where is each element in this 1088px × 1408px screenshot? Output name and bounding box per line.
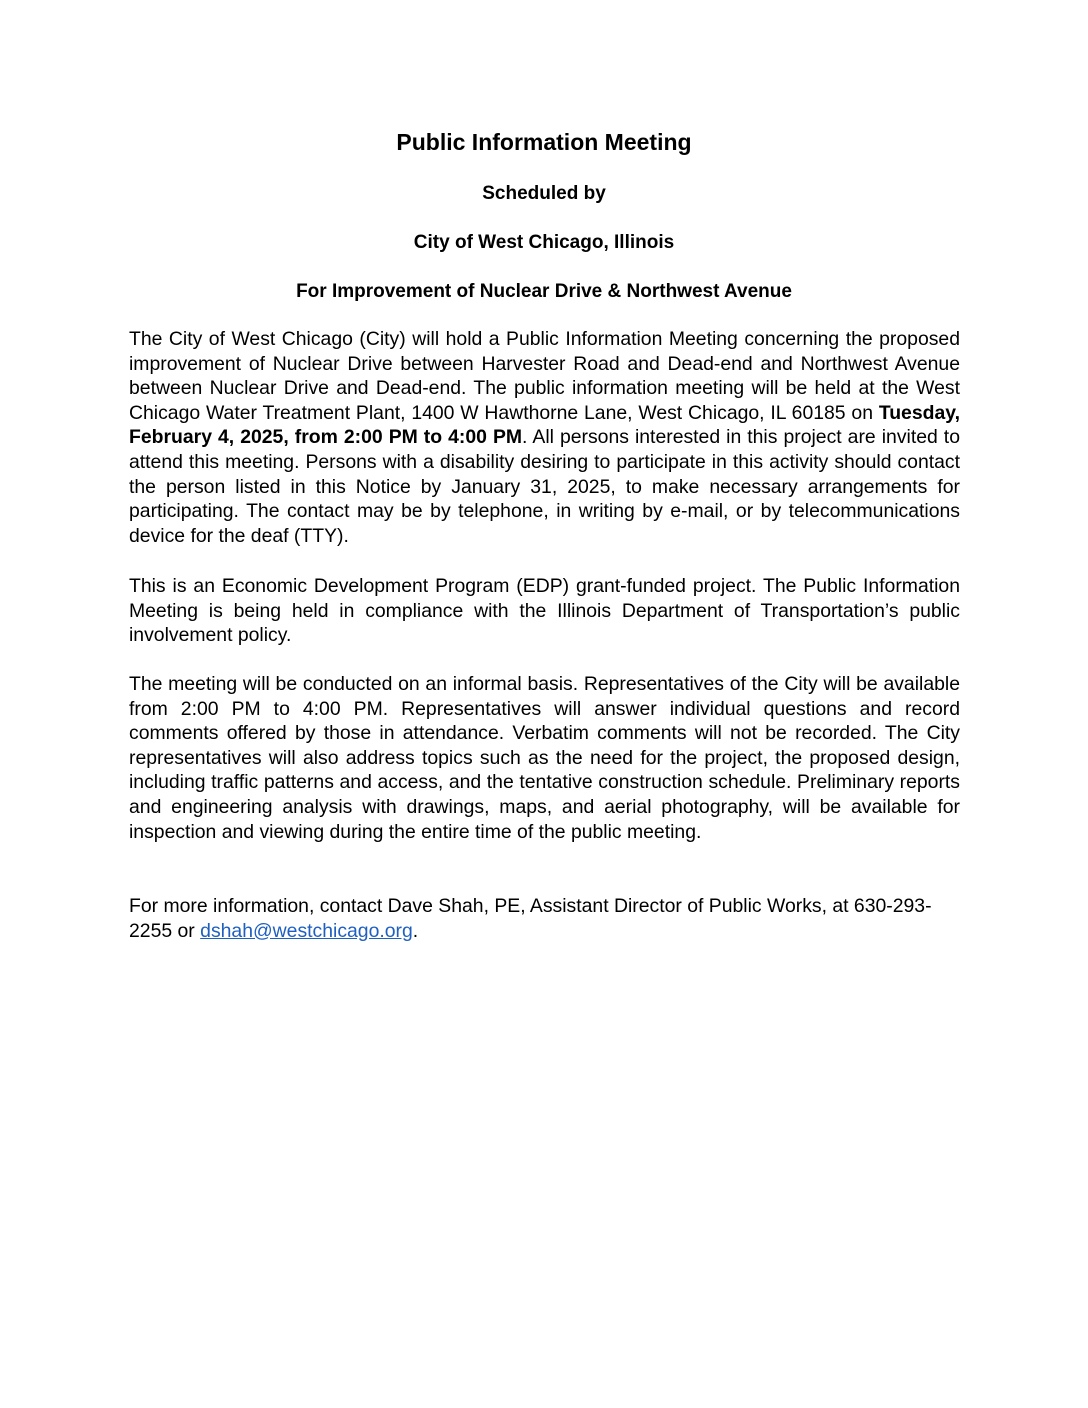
contact-text-end: . bbox=[412, 919, 419, 942]
meeting-format-paragraph: The meeting will be conducted on an informal basis. Representatives of the City will be available from 2:00 PM to 4:00 PM. Representatives will answer individual questions and record comments offered by those in attendance. Verbatim comments will not be recorded. The City representatives will also address topics such as the need for the project, the proposed design, including traffic patterns and access, and the tentative construction schedule. Preliminary reports and engineering analysis with drawings, maps, and aerial photography, will be available for inspection and viewing during the entire time of the public meeting. bbox=[129, 673, 960, 843]
meeting-details-text-end: . All persons interested in this project are invited to attend this meeting. Persons with a disability desiring to participate in this activity should contact the person listed in this Notice by January 31, 2025, to make necessary arrangements for participating. The contact may be by telephone, in writing by e-mail, or by telecommunications device for the deaf (TTY). bbox=[129, 426, 960, 547]
meeting-details-text-start: The City of West Chicago (City) will hold a Public Information Meeting concerning the proposed improvement of Nuclear Drive between Harvester Road and Dead-end and Northwest Avenue between Nuclear Drive and Dead-end. The public information meeting will be held at the West Chicago Water Treatment Plant, 1400 W Hawthorne Lane, West Chicago, IL 60185 on bbox=[129, 328, 960, 424]
meeting-date-time: Tuesday, February 4, 2025, from 2:00 PM to 4:00 PM bbox=[129, 401, 960, 449]
organization-heading: City of West Chicago, Illinois bbox=[413, 232, 675, 253]
contact-text: For more information, contact Dave Shah, PE, Assistant Director of Public Works, at 630-293-2255 or bbox=[129, 895, 932, 942]
scheduled-by-heading: Scheduled by bbox=[482, 183, 606, 204]
page-title: Public Information Meeting bbox=[396, 129, 692, 155]
contact-email-link[interactable]: dshah@westchicago.org bbox=[200, 919, 413, 942]
contact-paragraph bbox=[129, 894, 960, 943]
meeting-details-paragraph bbox=[129, 327, 960, 548]
purpose-heading: For Improvement of Nuclear Drive & Northwest Avenue bbox=[296, 281, 792, 302]
funding-paragraph: This is an Economic Development Program (EDP) grant-funded project. The Public Information Meeting is being held in compliance with the Illinois Department of Transportation’s public involvement policy. bbox=[129, 575, 960, 647]
